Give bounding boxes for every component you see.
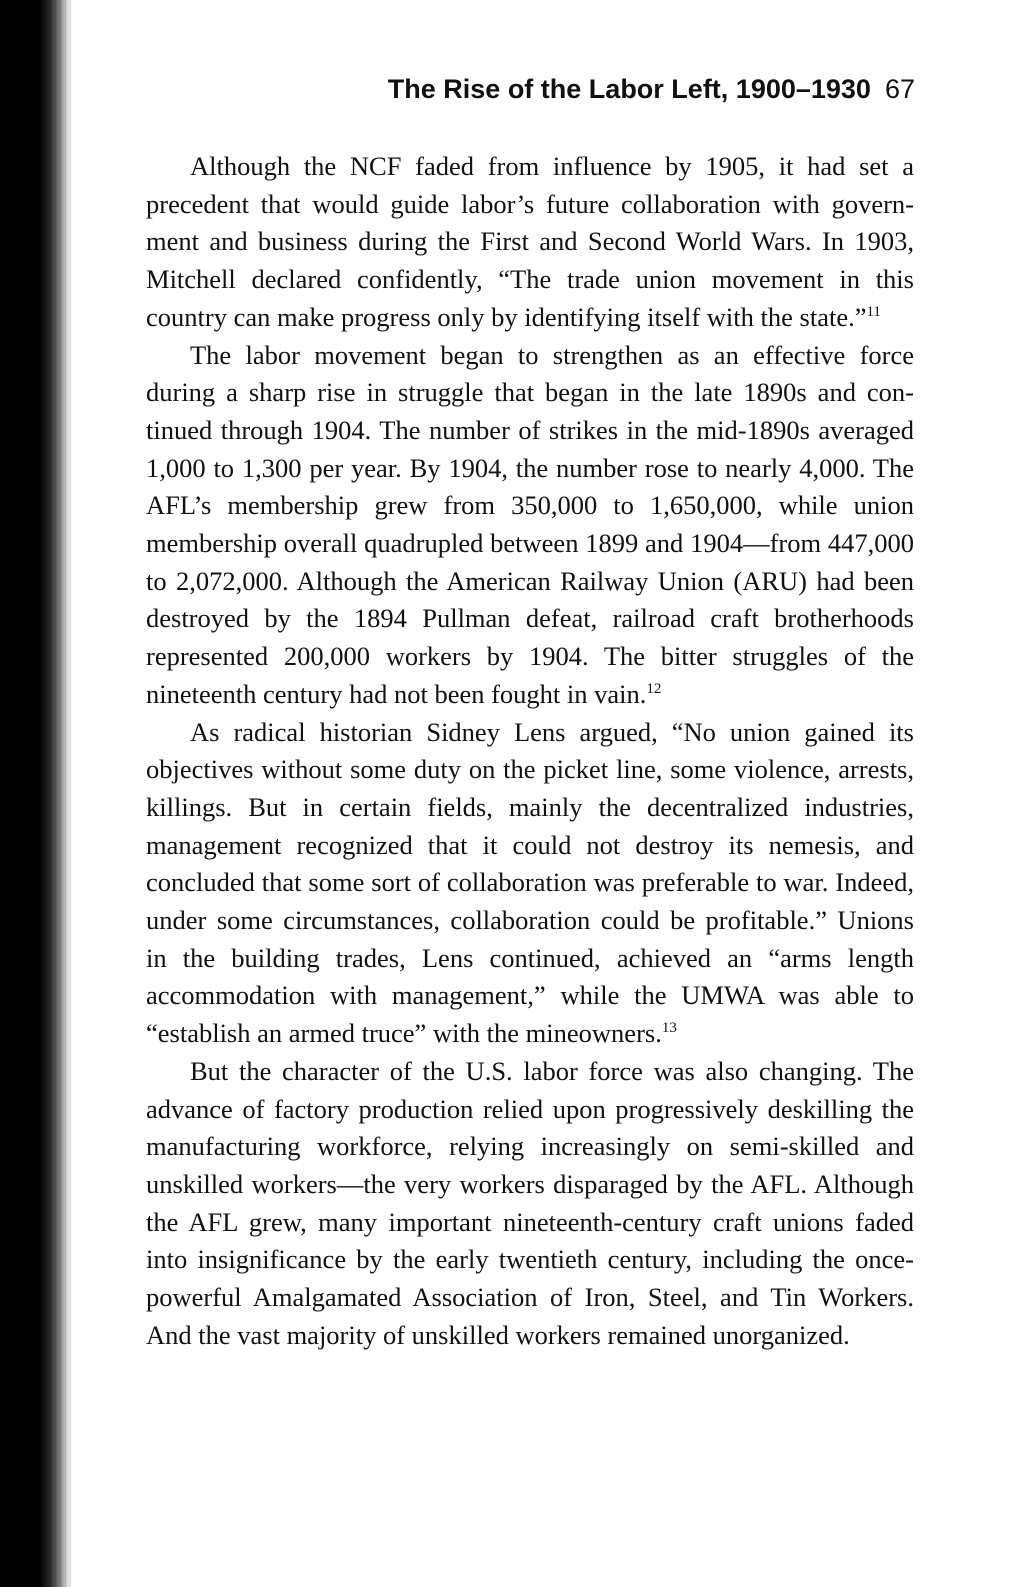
paragraph-labor-strength — [146, 337, 914, 714]
body-text — [146, 148, 914, 1355]
footnote-marker: 11 — [866, 303, 881, 320]
footnote-marker: 13 — [661, 1020, 677, 1037]
footnote-marker: 12 — [646, 681, 662, 698]
paragraph-text: The labor movement began to strengthen as an effective force during a sharp rise in struggle that began in the late 1890s and continued through 1904. The number of strikes in the mid-1890s averaged 1,000 to 1,300 per year. By 1904, the number rose to nearly 4,000. The AFL’s membership grew from 350,000 to 1,650,000, while union membership overall quadrupled between 1899 and 1904—from 447,000 to 2,072,000. Although the American Railway Union (ARU) had been destroyed by the 1894 Pullman defeat, railroad craft brotherhoods represented 200,000 workers by 1904. The bitter struggles of the nineteenth century had not been fought in vain. — [146, 339, 914, 709]
scanned-page-edge — [0, 0, 72, 1587]
paragraph-lens-argument — [146, 714, 914, 1053]
running-head — [370, 74, 915, 105]
chapter-title: The Rise of the Labor Left, 1900–1930 — [387, 74, 871, 104]
paragraph-text: As radical historian Sidney Lens argued, “No union gained its objectives without some duty on the picket line, some violence, arrests, killings. But in certain fields, mainly the decentralized industries, management recognized that it could not destroy its nemesis, and concluded that some sort of collaboration was preferable to war. Indeed, under some circumstances, collaboration could be profitable.” Unions in the building trades, Lens continued, achieved an “arms length accommodation with management,” while the UMWA was able to “establish an armed truce” with the mineowners. — [146, 716, 914, 1049]
paragraph-ncf-precedent — [146, 148, 914, 337]
paragraph-labor-force-change — [146, 1053, 914, 1355]
paragraph-text: Although the NCF faded from influence by 1905, it had set a precedent that would guide labor’s future collaboration with government and business during the First and Second World Wars. In 1903, Mitchell declared confidently, “The trade union movement in this country can make progress only by identifying itself with the state.” — [146, 151, 914, 332]
page-number: 67 — [884, 74, 915, 104]
paragraph-text: But the character of the U.S. labor force was also changing. The advance of factory production relied upon progressively deskilling the manufacturing workforce, relying increasingly on semi-skilled and unskilled workers—the very workers disparaged by the AFL. Although the AFL grew, many important nineteenth-century craft unions faded into insignificance by the early twentieth century, including the once-powerful Amalgamated Association of Iron, Steel, and Tin Workers. And the vast majority of unskilled workers remained unorganized. — [146, 1055, 914, 1350]
